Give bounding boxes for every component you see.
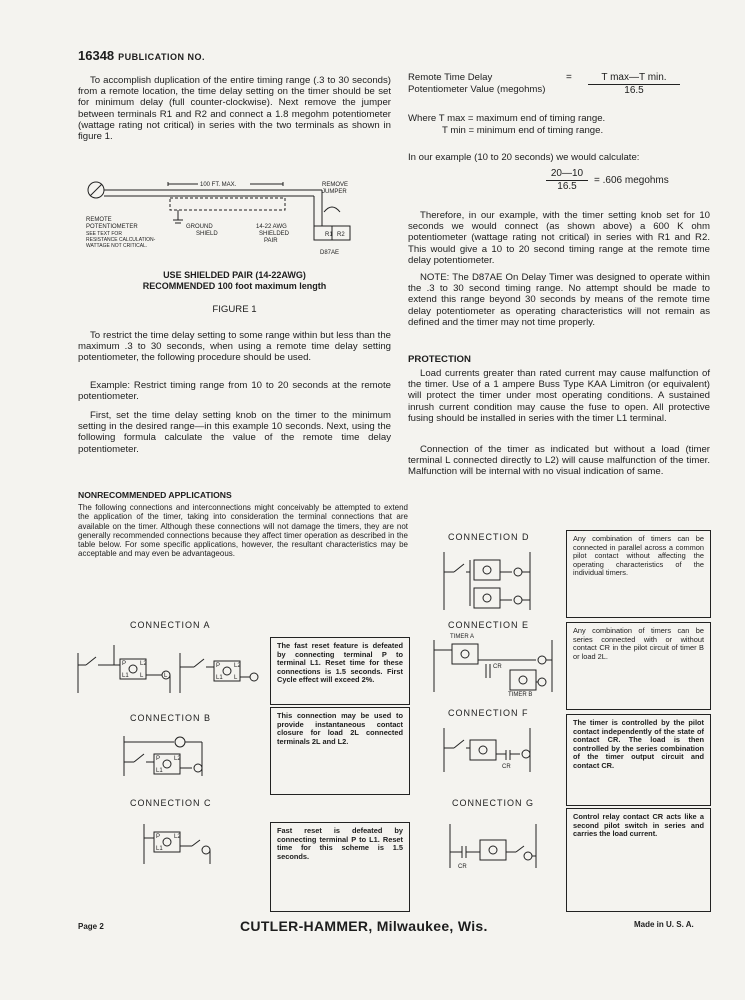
footer-company: CUTLER-HAMMER, Milwaukee, Wis. bbox=[240, 918, 488, 934]
svg-text:P: P bbox=[156, 756, 161, 762]
svg-text:L2: L2 bbox=[234, 663, 241, 669]
svg-text:L1: L1 bbox=[122, 673, 129, 679]
formula-numerator: T max—T min. bbox=[588, 72, 680, 85]
connection-b-label: CONNECTION B bbox=[130, 713, 212, 723]
see-text-label-3: WATTAGE NOT CRITICAL. bbox=[86, 243, 148, 249]
connection-f-desc: The timer is controlled by the pilot contact independently of the state of contact CR. The load is then controlled by the series combination of the timer output circuit and contact CR. bbox=[566, 714, 711, 806]
connection-c-diagram bbox=[140, 814, 220, 870]
r1-label: R1 bbox=[325, 232, 333, 238]
cr-label-f: CR bbox=[502, 764, 511, 770]
first-paragraph: First, set the time delay setting knob on the timer to the minimum setting in the desired range—in this example 10 seconds. Next, using the following formula calculate the value of the remote time delay potentiometer. bbox=[78, 410, 391, 455]
figure-1-diagram bbox=[78, 172, 398, 267]
protection-paragraph: Load currents greater than rated current may cause malfunction of the timer. Use of a 1 ampere Buss Type KAA Limitron (or equivalent) will protect the timer under most operating conditions. A sustained inrush current condition may cause the fuse to open. All protective fusing should be installed in series with the timer L1 terminal. bbox=[408, 368, 710, 424]
formula-label-1: Remote Time Delay bbox=[408, 72, 493, 83]
connection-a-diagram bbox=[74, 635, 264, 695]
dim-label: 100 FT. MAX. bbox=[200, 182, 237, 188]
timer-b-label: TIMER B bbox=[508, 692, 533, 698]
intro-paragraph: To accomplish duplication of the entire timing range (.3 to 30 seconds) from a remote location, the time delay setting on the timer should be set for minimum delay (full counter-clockwise). Next remove the jumper between terminals R1 and R2 and connect a 1.8 megohm potentiometer (wattage rating not critical) in series with the two terminals as shown in figure 1. bbox=[78, 75, 391, 143]
svg-text:L1: L1 bbox=[156, 846, 163, 852]
footer-made-in: Made in U. S. A. bbox=[634, 920, 694, 929]
svg-text:L: L bbox=[164, 673, 168, 679]
caption-line-1: USE SHIELDED PAIR (14-22AWG) bbox=[163, 270, 306, 280]
calc-fraction bbox=[546, 168, 588, 193]
connection-g-label: CONNECTION G bbox=[452, 798, 535, 808]
awg-label-3: PAIR bbox=[264, 238, 278, 244]
connection-f-label: CONNECTION F bbox=[448, 708, 529, 718]
example-paragraph: Example: Restrict timing range from 10 to 20 seconds at the remote potentiometer. bbox=[78, 380, 391, 403]
formula-label-2: Potentiometer Value (megohms) bbox=[408, 84, 546, 95]
nonrec-body: The following connections and interconnections might conceivably be attempted to extend the application of the timer, taking into consideration the terminal connections that are available on the timer. Although these connections will not damage the timers, they are not generally recommended connections because they affect timer operation as described in the table below. For some specific applications, however, the resultant characteristics may be acceptable and may even be advantageous. bbox=[78, 503, 408, 559]
svg-text:L1: L1 bbox=[156, 768, 163, 774]
connection-d-diagram bbox=[440, 546, 560, 616]
svg-text:P: P bbox=[156, 834, 161, 840]
connection-d-desc: Any combination of timers can be connected in parallel across a common pilot contact without affecting the operating characteristics of the individual timers. bbox=[566, 530, 711, 618]
note-paragraph: NOTE: The D87AE On Delay Timer was designed to operate within the .3 to 30 second timing range. No attempt should be made to extend this range beyond 30 seconds by means of the remote time delay potentiometer as operating characteristics will not remain as defined and the timer may not time properly. bbox=[408, 272, 710, 328]
remove-label-2: JUMPER bbox=[322, 189, 347, 195]
timer-a-label: TIMER A bbox=[450, 634, 475, 640]
connection-c-desc: Fast reset is defeated by connecting terminal P to L1. Reset time for this scheme is 1.5 seconds. bbox=[270, 822, 410, 912]
svg-text:L2: L2 bbox=[174, 834, 181, 840]
awg-label-2: SHIELDED bbox=[259, 231, 290, 237]
connection-a-label: CONNECTION A bbox=[130, 620, 211, 630]
cr-label-g: CR bbox=[458, 864, 467, 870]
svg-text:L2: L2 bbox=[140, 661, 147, 667]
footer-page: Page 2 bbox=[78, 922, 104, 931]
example-line: In our example (10 to 20 seconds) we would calculate: bbox=[408, 152, 640, 163]
where-line-2: T min = minimum end of timing range. bbox=[442, 125, 604, 136]
see-text-label-2: RESISTANCE CALCULATION- bbox=[86, 237, 156, 243]
calc-numerator: 20—10 bbox=[546, 168, 588, 181]
connection-g-diagram bbox=[446, 818, 546, 874]
therefore-paragraph: Therefore, in our example, with the timer setting knob set for 10 seconds we would connect (as shown above) a 600 K ohm potentiometer (wattage rating not critical) in series with R1 and R2. This would give a 10 to 20 second timing range at the remote time delay potentiometer. bbox=[408, 210, 710, 266]
svg-text:P: P bbox=[122, 661, 127, 667]
shield-outline bbox=[170, 198, 285, 210]
ground-label-1: GROUND bbox=[186, 224, 213, 230]
publication-header bbox=[78, 48, 205, 63]
connection-f-diagram bbox=[440, 722, 560, 780]
figure-1-caption bbox=[78, 270, 391, 292]
remote-pot-label-1: REMOTE bbox=[86, 217, 112, 223]
r2-label: R2 bbox=[337, 232, 345, 238]
svg-text:L: L bbox=[140, 673, 144, 679]
connection-b-diagram bbox=[120, 728, 220, 788]
where-block bbox=[408, 113, 605, 137]
connection-b-desc: This connection may be used to provide instantaneous contact closure for load 2L connected terminals 2L and L2. bbox=[270, 707, 410, 795]
caption-line-2: RECOMMENDED 100 foot maximum length bbox=[142, 281, 327, 291]
connection-e-diagram bbox=[430, 634, 560, 698]
remote-pot-label-2: POTENTIOMETER bbox=[86, 224, 138, 230]
calc-result: = .606 megohms bbox=[594, 175, 669, 186]
connection-e-label: CONNECTION E bbox=[448, 620, 530, 630]
restrict-paragraph: To restrict the time delay setting to some range within but less than the maximum .3 to 30 seconds, when using a remote time delay setting potentiometer, the following procedure should be used. bbox=[78, 330, 391, 364]
connection-e-desc: Any combination of timers can be series connected with or without contact CR in the pilot circuit of timer B or load 2L. bbox=[566, 622, 711, 710]
remove-label-1: REMOVE bbox=[322, 182, 349, 188]
publication-label: PUBLICATION NO. bbox=[118, 52, 205, 62]
formula-denominator: 16.5 bbox=[624, 85, 644, 96]
cr-label-e: CR bbox=[493, 664, 502, 670]
model-label: D87AE bbox=[320, 250, 340, 256]
svg-text:L1: L1 bbox=[216, 675, 223, 681]
protection-heading: PROTECTION bbox=[408, 354, 471, 365]
connection-paragraph: Connection of the timer as indicated but without a load (timer terminal L connected directly to L2) will cause malfunction of the timer. Malfunction will be internal with no visual indication of same. bbox=[408, 444, 710, 478]
awg-label-1: 14-22 AWG bbox=[256, 224, 287, 230]
svg-text:L: L bbox=[234, 675, 238, 681]
svg-text:L2: L2 bbox=[174, 756, 181, 762]
formula-equals: = bbox=[566, 72, 572, 83]
connection-g-desc: Control relay contact CR acts like a second pilot switch in series and carries the load current. bbox=[566, 808, 711, 912]
nonrec-heading: NONRECOMMENDED APPLICATIONS bbox=[78, 490, 232, 500]
where-line-1: Where T max = maximum end of timing range. bbox=[408, 113, 606, 124]
see-text-label-1: SEE TEXT FOR bbox=[86, 231, 122, 237]
formula-fraction bbox=[588, 72, 680, 97]
svg-text:P: P bbox=[216, 663, 221, 669]
connection-d-label: CONNECTION D bbox=[448, 532, 530, 542]
ground-label-2: SHIELD bbox=[196, 231, 218, 237]
calc-denominator: 16.5 bbox=[557, 181, 577, 192]
connection-c-label: CONNECTION C bbox=[130, 798, 212, 808]
publication-number: 16348 bbox=[78, 48, 115, 63]
connection-a-desc: The fast reset feature is defeated by connecting terminal P to terminal L1. Reset time for these connections is 1.5 seconds. First Cycle effect will exceed 2%. bbox=[270, 637, 410, 705]
figure-1-label: FIGURE 1 bbox=[212, 304, 257, 315]
